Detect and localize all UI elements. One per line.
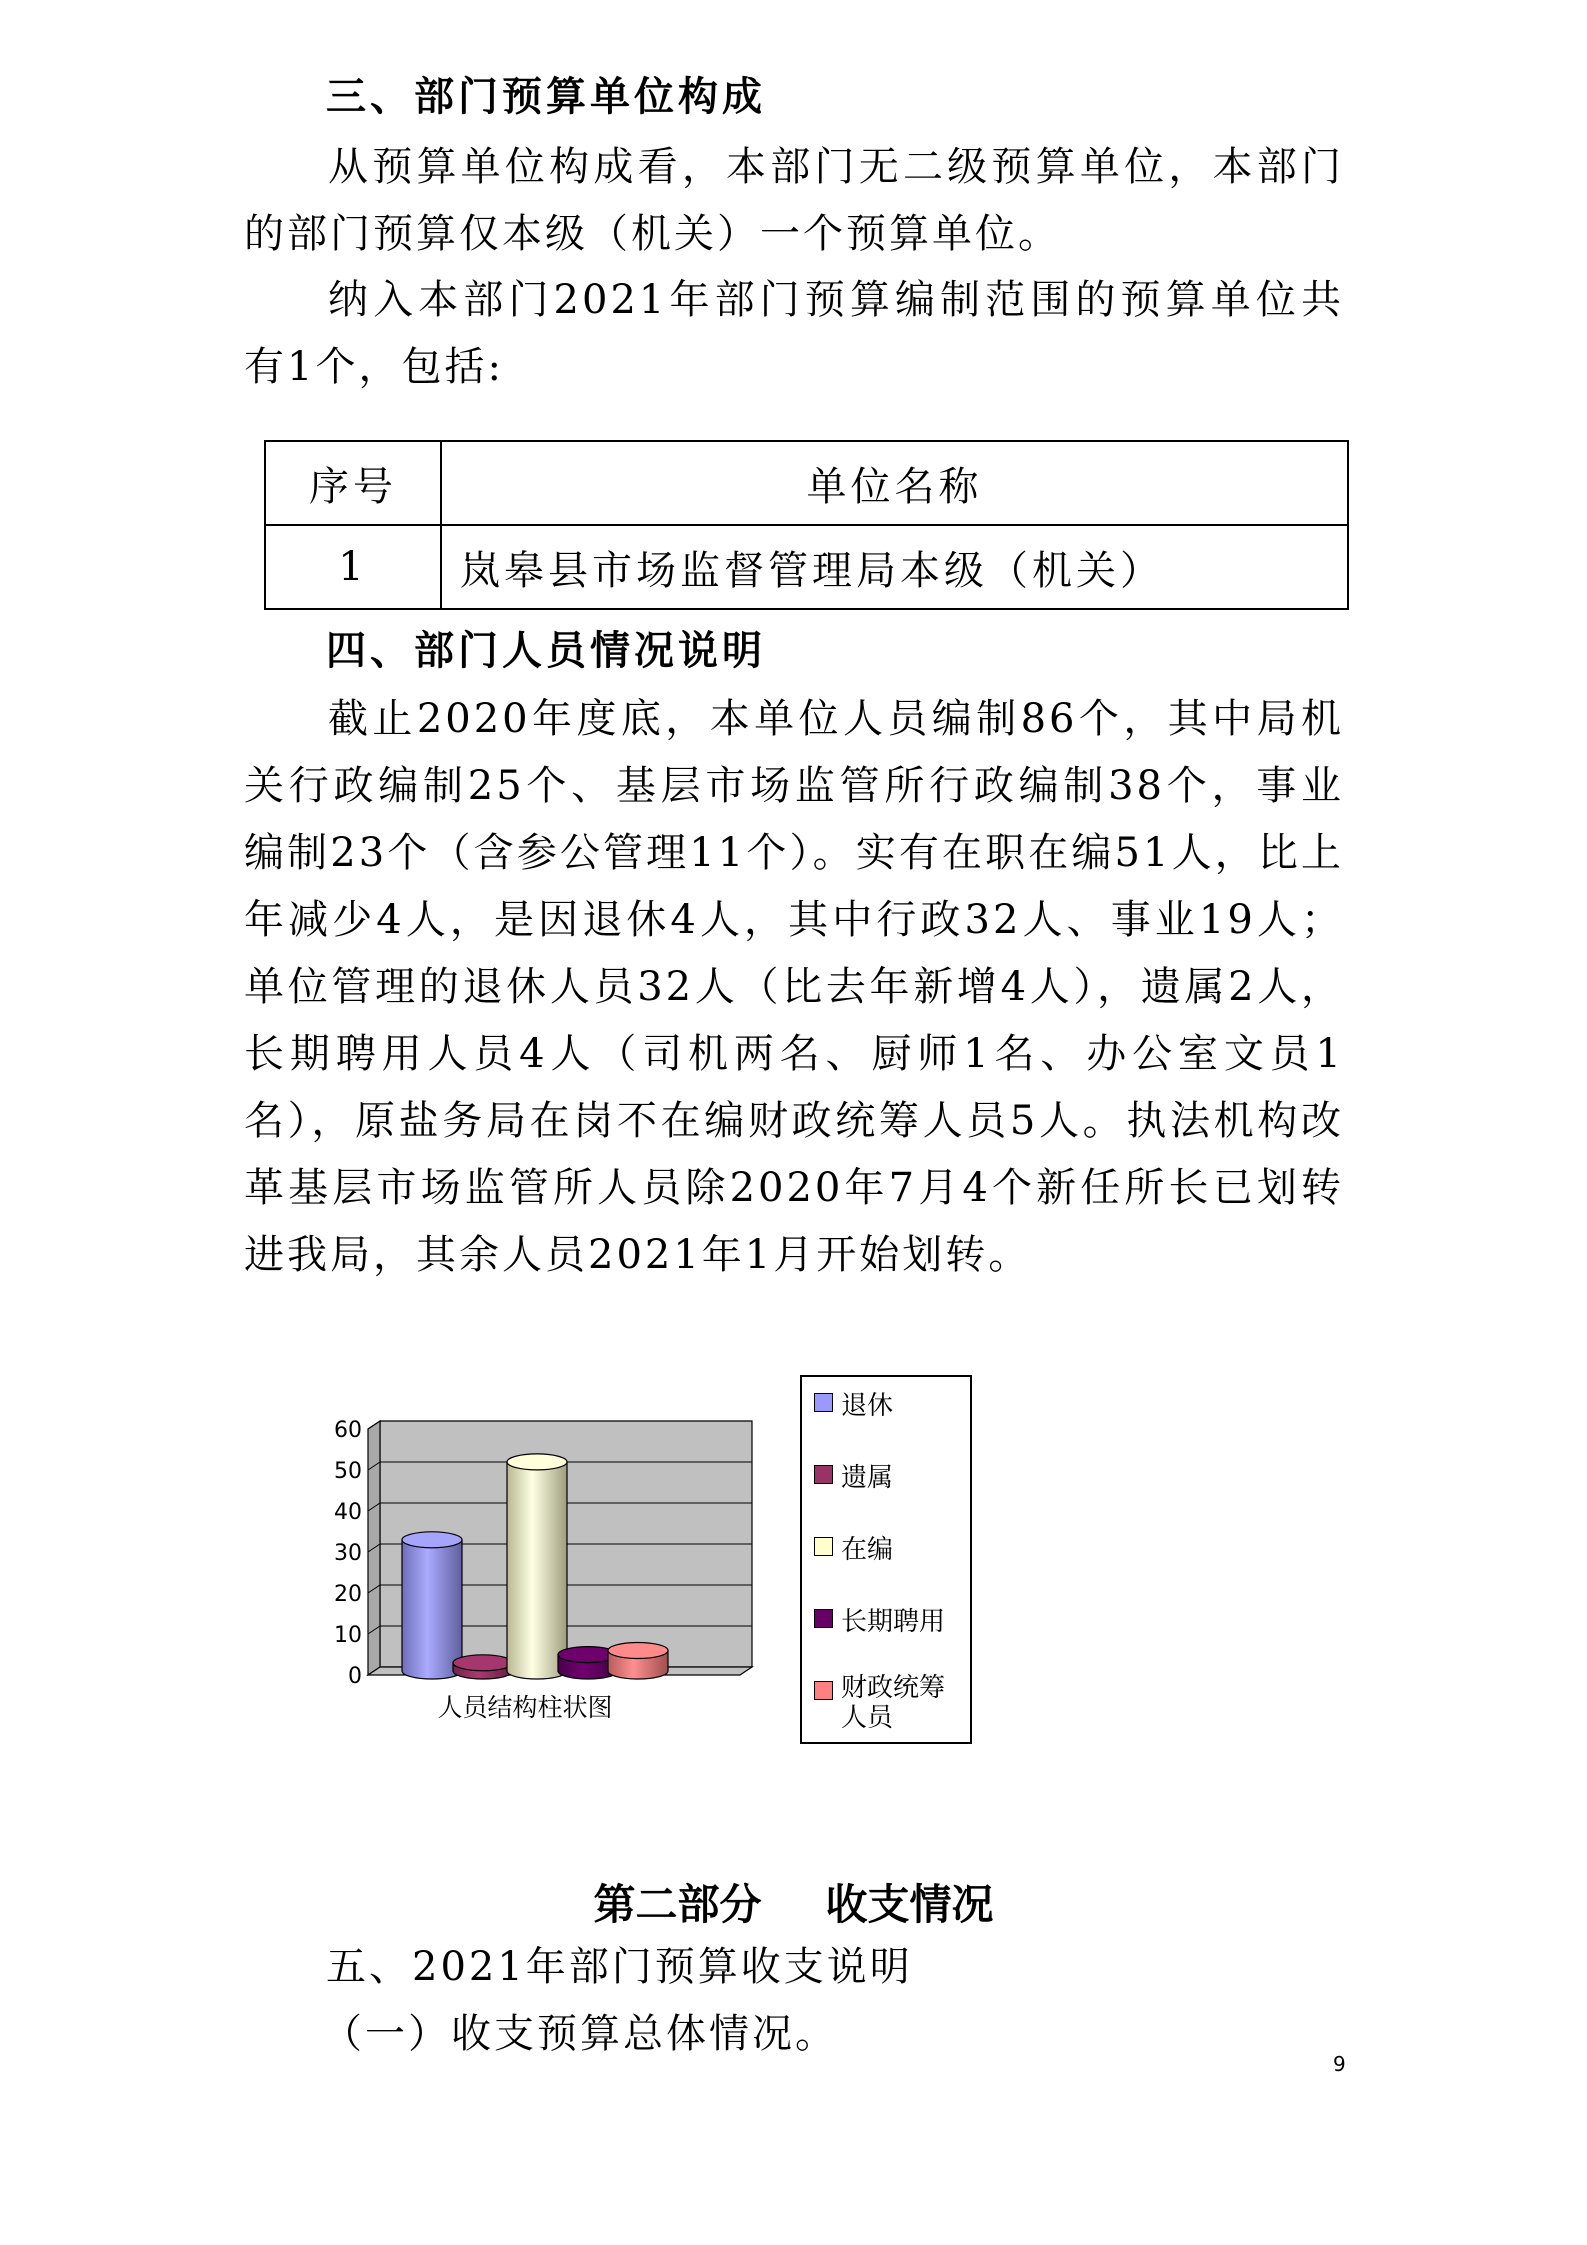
y-tick-label: 50 xyxy=(334,1459,362,1484)
legend-item-fiscal-staff xyxy=(814,1673,945,1733)
x-axis-label: 人员结构柱状图 xyxy=(437,1693,613,1722)
bar-2 xyxy=(507,1454,567,1679)
personnel-bar-chart xyxy=(300,1370,770,1730)
legend-swatch-retired xyxy=(814,1393,833,1412)
table-cell-unit-name: 岚皋县市场监督管理局本级（机关） xyxy=(441,525,1348,609)
bar-top xyxy=(608,1643,668,1659)
table-row xyxy=(265,525,1348,609)
section4-paragraph: 截止2020年度底，本单位人员编制86个，其中局机关行政编制25个、基层市场监管所行政编制38个，事业编制23个（含参公管理11个）。实有在职在编51人，比上年减少4人，是因退休4人，其中行政32人、事业19人；单位管理的退休人员32人（比去年新增4人），遗属2人，长期聘用人员4人（司机两名、厨师1名、办公室文员1名），原盐务局在岗不在编财政统筹人员5人。执法机构改革基层市场监管所人员除2020年7月4个新任所长已划转进我局，其余人员2021年1月开始划转。 xyxy=(244,696,1344,1278)
part2-label: 第二部分 xyxy=(593,1880,762,1929)
legend-label-survivors: 遗属 xyxy=(841,1463,894,1493)
legend-label-retired: 退休 xyxy=(841,1391,894,1421)
bar-top xyxy=(453,1655,513,1671)
part2-heading xyxy=(0,1872,1587,1932)
chart-legend xyxy=(800,1375,972,1744)
legend-item-on-staff xyxy=(814,1529,893,1566)
bar-0 xyxy=(402,1532,462,1679)
table-header-seq: 序号 xyxy=(265,441,441,525)
table-cell-seq: 1 xyxy=(265,525,441,609)
bar-4 xyxy=(608,1643,668,1680)
section3-heading: 三、部门预算单位构成 xyxy=(326,73,766,120)
legend-item-long-term-hire xyxy=(814,1601,945,1638)
section3-paragraph-1: 从预算单位构成看，本部门无二级预算单位，本部门的部门预算仅本级（机关）一个预算单位。 xyxy=(244,144,1344,257)
legend-label-fiscal-staff-line2: 人员 xyxy=(841,1703,894,1733)
part2-title: 收支情况 xyxy=(825,1880,994,1929)
legend-swatch-on-staff xyxy=(814,1537,833,1556)
table-header-row xyxy=(265,441,1348,525)
bar-body xyxy=(402,1540,462,1679)
bar-top xyxy=(507,1454,567,1470)
budget-unit-table xyxy=(264,440,1349,610)
table-header-unit-name: 单位名称 xyxy=(441,441,1348,525)
y-tick-label: 0 xyxy=(348,1664,362,1689)
y-tick-label: 30 xyxy=(334,1541,362,1566)
bar-1 xyxy=(453,1655,513,1679)
section5-heading: 五、2021年部门预算收支说明 xyxy=(326,1944,913,1990)
y-tick-label: 40 xyxy=(334,1500,362,1525)
section3-paragraph-2: 纳入本部门2021年部门预算编制范围的预算单位共有1个，包括: xyxy=(244,277,1344,390)
bar-top xyxy=(402,1532,462,1548)
legend-label-fiscal-staff-line1: 财政统筹 xyxy=(841,1673,946,1703)
legend-label-long-term-hire: 长期聘用 xyxy=(841,1607,946,1637)
section5-subheading: （一）收支预算总体情况。 xyxy=(322,2011,838,2057)
legend-swatch-survivors xyxy=(814,1465,833,1484)
section4-heading: 四、部门人员情况说明 xyxy=(326,627,766,674)
legend-label-on-staff: 在编 xyxy=(841,1535,894,1565)
legend-swatch-long-term-hire xyxy=(814,1609,833,1628)
y-tick-label: 10 xyxy=(334,1623,362,1648)
bar-body xyxy=(507,1462,567,1679)
y-tick-label: 20 xyxy=(334,1582,362,1607)
page-number: 9 xyxy=(1333,2052,1346,2076)
legend-swatch-fiscal-staff xyxy=(814,1681,833,1700)
legend-item-survivors xyxy=(814,1457,893,1494)
legend-item-retired xyxy=(814,1385,893,1422)
y-tick-label: 60 xyxy=(334,1418,362,1443)
